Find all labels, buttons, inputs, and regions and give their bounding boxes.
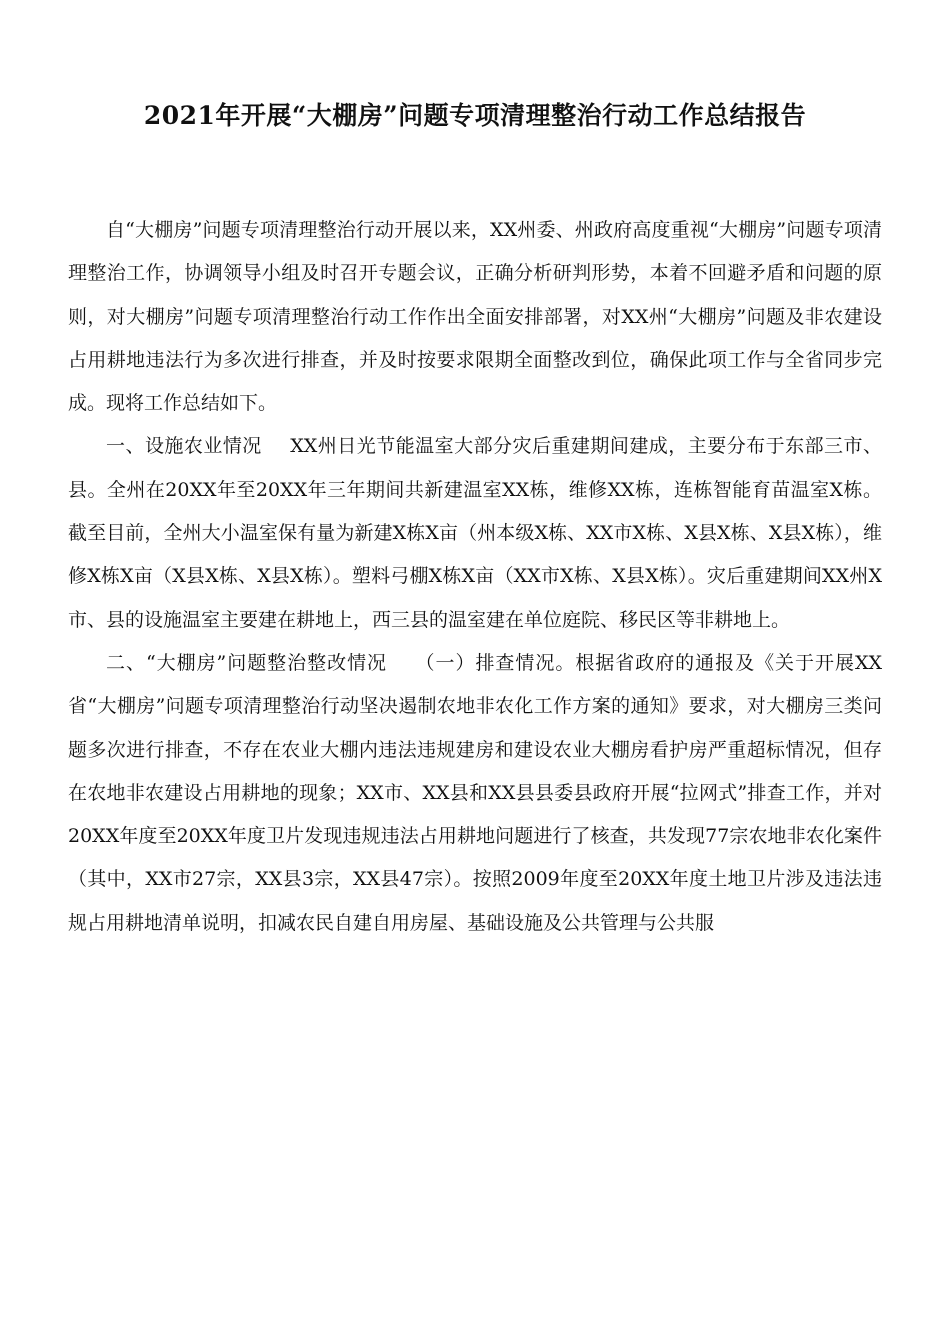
section-heading: 二、“大棚房”问题整治整改情况 — [106, 651, 388, 674]
document-body — [68, 209, 882, 945]
section-2-paragraph — [68, 642, 882, 945]
paragraph-text: （一）排查情况。根据省政府的通报及《关于开展XX省“大棚房”问题专项清理整治行动坚决遏制农地非农化工作方案的通知》要求，对大棚房三类问题多次进行排查，不存在农业大棚内违法违规建房和建设农业大棚房看护房严重超标情况，但存在农地非农建设占用耕地的现象；XX市、XX县和XX县县委县政府开展“拉网式”排查工作，并对20XX年度至20XX年度卫片发现违规违法占用耕地问题进行了核查，共发现77宗农地非农化案件（其中，XX市27宗，XX县3宗，XX县47宗）。按照2009年度至20XX年度土地卫片涉及违法违规占用耕地清单说明，扣减农民自建自用房屋、基础设施及公共管理与公共服 — [68, 651, 882, 934]
section-1-paragraph — [68, 425, 882, 641]
intro-paragraph — [68, 209, 882, 425]
paragraph-text: XX州日光节能温室大部分灾后重建期间建成，主要分布于东部三市、县。全州在20XX年至20XX年三年期间共新建温室XX栋，维修XX栋，连栋智能育苗温室X栋。截至目前，全州大小温室保有量为新建X栋X亩（州本级X栋、XX市X栋、X县X栋、X县X栋），维修X栋X亩（X县X栋、X县X栋）。塑料弓棚X栋X亩（XX市X栋、X县X栋）。灾后重建期间XX州X市、县的设施温室主要建在耕地上，西三县的温室建在单位庭院、移民区等非耕地上。 — [68, 435, 882, 631]
document-title: 2021年开展“大棚房”问题专项清理整治行动工作总结报告 — [143, 101, 807, 130]
paragraph-text: 自“大棚房”问题专项清理整治行动开展以来，XX州委、州政府高度重视“大棚房”问题专项清理整治工作，协调领导小组及时召开专题会议，正确分析研判形势，本着不回避矛盾和问题的原则，对大棚房”问题专项清理整治行动工作作出全面安排部署，对XX州“大棚房”问题及非农建设占用耕地违法行为多次进行排查，并及时按要求限期全面整改到位，确保此项工作与全省同步完成。现将工作总结如下。 — [68, 219, 882, 415]
section-heading: 一、设施农业情况 — [106, 435, 262, 458]
